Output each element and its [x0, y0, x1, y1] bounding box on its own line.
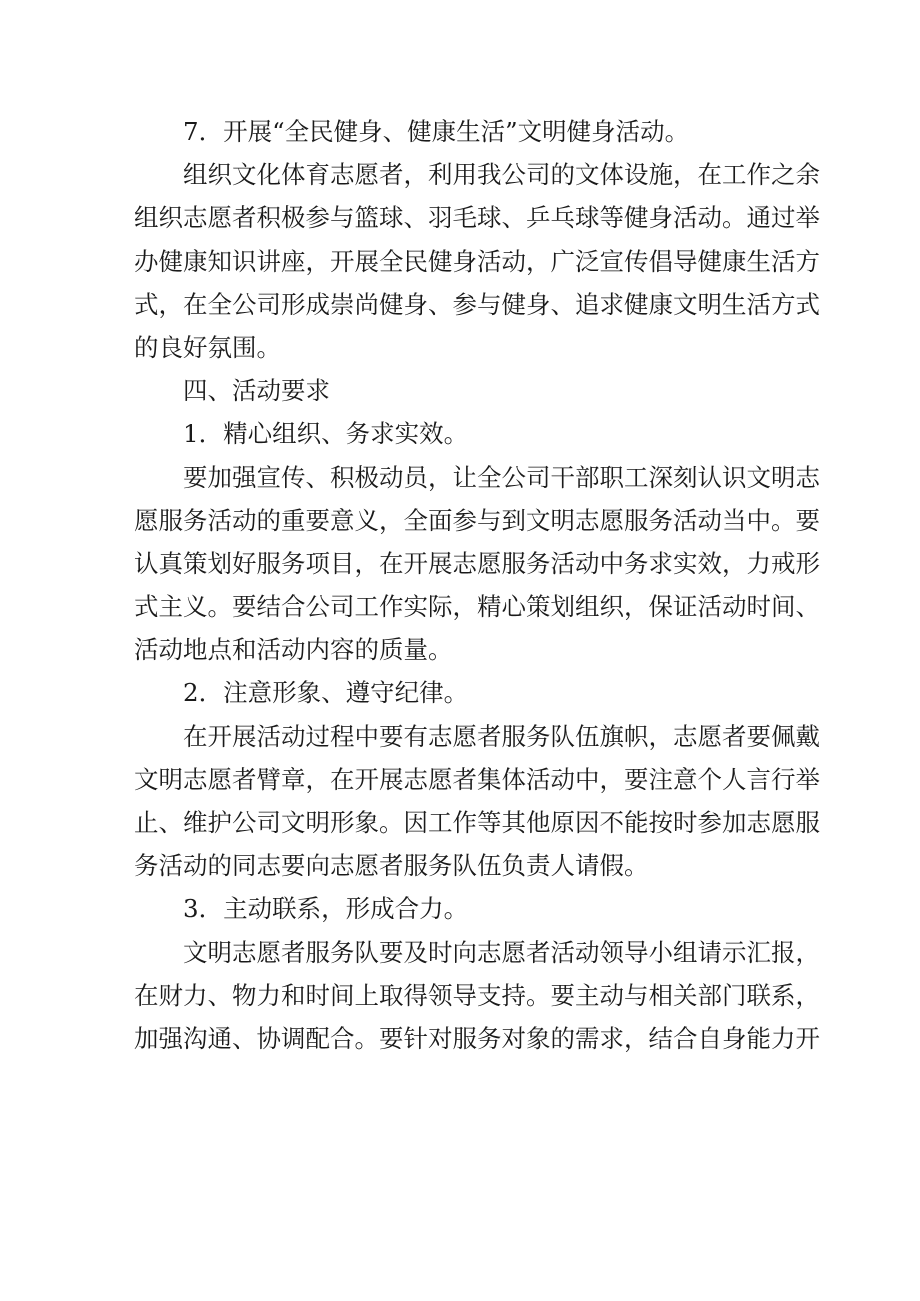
text-line-1: 7．开展“全民健身、健康生活”文明健身活动。: [183, 117, 690, 146]
section-heading: 四、活动要求: [183, 376, 330, 406]
subheading-3: 3．主动联系，形成合力。: [183, 894, 469, 924]
text-line-3: 组织志愿者积极参与篮球、羽毛球、乒乓球等健身活动。通过举: [134, 203, 820, 233]
text-line-17: 止、维护公司文明形象。因工作等其他原因不能按时参加志愿服: [134, 808, 820, 837]
text-line-2: 组织文化体育志愿者，利用我公司的文体设施，在工作之余: [183, 160, 820, 190]
text-line-21: 在财力、物力和时间上取得领导支持。要主动与相关部门联系，: [134, 980, 820, 1010]
text-line-22: 加强沟通、协调配合。要针对服务对象的需求，结合自身能力开: [134, 1023, 820, 1053]
text-line-4: 办健康知识讲座，开展全民健身活动，广泛宣传倡导健康生活方: [134, 246, 820, 276]
subheading-1: 1．精心组织、务求实效。: [183, 419, 469, 449]
text-line-13: 活动地点和活动内容的质量。: [134, 635, 453, 665]
text-line-16: 文明志愿者臂章，在开展志愿者集体活动中，要注意个人言行举: [134, 764, 820, 794]
text-line-5: 式，在全公司形成崇尚健身、参与健身、追求健康文明生活方式: [134, 289, 820, 319]
text-line-18: 务活动的同志要向志愿者服务队伍负责人请假。: [134, 851, 649, 881]
document-body: [134, 110, 820, 1060]
text-line-10: 愿服务活动的重要意义，全面参与到文明志愿服务活动当中。要: [134, 505, 820, 535]
text-line-12: 式主义。要结合公司工作实际，精心策划组织，保证活动时间、: [134, 592, 820, 622]
text-line-20: 文明志愿者服务队要及时向志愿者活动领导小组请示汇报，: [183, 937, 820, 967]
subheading-2: 2．注意形象、遵守纪律。: [183, 678, 469, 708]
text-line-9: 要加强宣传、积极动员，让全公司干部职工深刻认识文明志: [183, 462, 820, 492]
text-line-11: 认真策划好服务项目，在开展志愿服务活动中务求实效，力戒形: [134, 548, 820, 578]
text-line-15: 在开展活动过程中要有志愿者服务队伍旗帜，志愿者要佩戴: [183, 721, 820, 751]
text-line-6: 的良好氛围。: [134, 332, 281, 362]
